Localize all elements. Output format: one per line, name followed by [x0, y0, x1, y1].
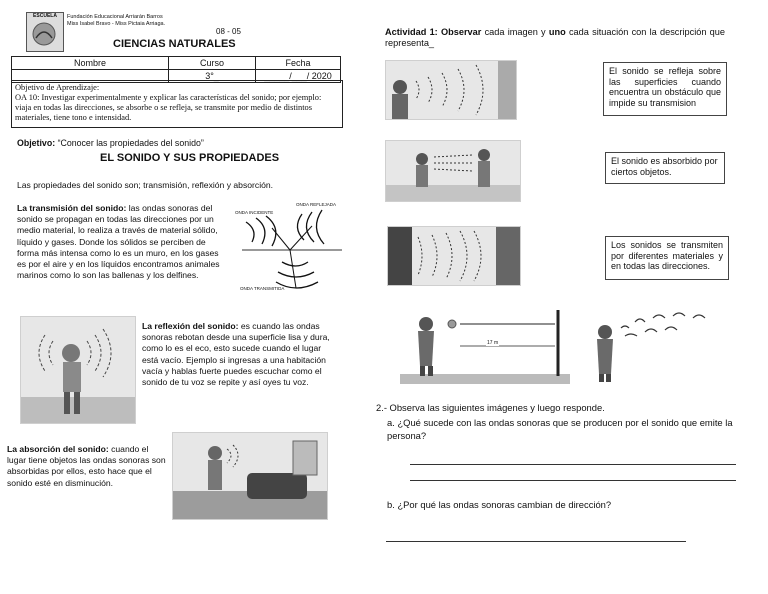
activity1-part2: cada situación con la descripción que representa_: [385, 27, 726, 48]
wave-diagram: [232, 200, 346, 300]
absorption-label: La absorción del sonido:: [7, 444, 109, 454]
document-code: 08 - 05: [216, 27, 241, 36]
description-box-transmission[interactable]: Los sonidos se transmiten por diferentes materiales y en todas las direcciones.: [605, 236, 729, 280]
child-speaking-echo-icon: [21, 317, 135, 423]
date-field[interactable]: _____/___/ 2020: [256, 70, 341, 83]
logo-text: ESCUELA: [33, 13, 57, 19]
activity-image-transmission: [387, 226, 521, 286]
description-box-reflection[interactable]: El sonido se refleja sobre las superficies cuando encuentra un obstáculo que impide su transmision: [603, 62, 727, 116]
room-furniture-absorption-icon: [173, 433, 327, 519]
date-header: Fecha: [256, 57, 341, 70]
course-header: Curso: [169, 57, 256, 70]
name-header: Nombre: [12, 57, 169, 70]
reflection-image: [20, 316, 136, 424]
subject-title: CIENCIAS NATURALES: [113, 38, 236, 50]
absorption-paragraph: [7, 444, 167, 489]
echo-distance-scene: [400, 306, 570, 384]
activity1-part1: cada imagen y: [481, 27, 549, 37]
school-logo: [26, 12, 64, 52]
school-line-1: Fundación Educacional Arriarán Barros: [67, 14, 163, 20]
answer-b-line[interactable]: [386, 541, 686, 542]
person-shouting-wall-icon: [400, 306, 570, 384]
waves-scene: [585, 312, 735, 384]
activity1-instruction: [385, 27, 725, 49]
reflection-label: La reflexión del sonido:: [142, 321, 239, 331]
question-a-text: ¿Qué sucede con las ondas sonoras que se producen por el sonido que emite la persona?: [387, 417, 733, 441]
section2-title: 2.- Observa las siguientes imágenes y luego responde.: [376, 402, 605, 413]
activity-image-absorption: [385, 140, 521, 202]
description-box-absorption[interactable]: El sonido es absorbido por ciertos objetos.: [605, 152, 725, 184]
activity1-verb-observe: Observar: [440, 27, 482, 37]
incident-wave-label: ONDA INCIDENTE: [235, 210, 274, 215]
logo-emblem-icon: [27, 20, 61, 48]
reflection-text: es cuando las ondas sonoras rebotan desde una superficie lisa y dura, como lo es el eco, esto sucede cuando el lugar está vacío. Ejemplo si ingresas a una habitación vacía y hablas fuerte puedes escuchar como el sonido de tu voz se repite y así oyes tu voz.: [142, 321, 330, 388]
main-title: EL SONIDO Y SUS PROPIEDADES: [100, 152, 280, 164]
question-b: [387, 499, 611, 510]
activity-image-reflection: [385, 60, 517, 120]
absorption-text: cuando el lugar tiene objetos las ondas sonoras son absorbidas por ellos, esto hace que el sonido esté en disminución.: [7, 444, 166, 488]
learning-objective-text: OA 10: Investigar experimentalmente y explicar las características del sonido; por ejemplo: viaja en todas las direcciones, se absorbe o se refleja, se transmite por medio de distintos materiales, tiene tono e intensidad.: [15, 93, 322, 122]
question-a-prefix: a.: [387, 417, 395, 428]
person-wall-reflection-icon: [386, 61, 516, 119]
answer-a-line-2[interactable]: [410, 480, 736, 481]
transmission-label: La transmisión del sonido:: [17, 203, 127, 213]
transmitted-wave-label: ONDA TRANSMITIDA: [240, 286, 285, 291]
question-a: [387, 417, 742, 442]
transmission-paragraph: [17, 203, 229, 281]
transmission-text: las ondas sonoras del sonido se propagan en todas las direcciones por un medio material, lo realiza a través de material sólido, líquido y gases. Donde los sólidos se perciben de forma más intensa como lo es un muro, en los gases es por el aire y en los líquidos encontramos animales marinos como lo son las ballenas y los delfines.: [17, 203, 220, 281]
activity1-verb-join: uno: [548, 27, 566, 37]
wall-transmission-icon: [388, 227, 520, 285]
question-b-prefix: b.: [387, 499, 395, 510]
course-field[interactable]: 3°_: [169, 70, 256, 83]
learning-objective-label: Objetivo de Aprendizaje:: [15, 83, 100, 92]
reflected-wave-label: ONDA REFLEJADA: [296, 202, 337, 207]
objective-text: “Conocer las propiedades del sonido”: [55, 138, 204, 148]
school-name: [67, 14, 165, 28]
objective-line: [17, 138, 204, 148]
answer-a-line-1[interactable]: [410, 464, 736, 465]
intro-text: Las propiedades del sonido son; transmisión, reflexión y absorción.: [17, 180, 274, 190]
wave-lines-icon: [232, 200, 346, 300]
absorption-image: [172, 432, 328, 520]
objective-label: Objetivo:: [17, 138, 56, 148]
distance-label: 17 m: [487, 340, 499, 346]
person-sound-waves-icon: [585, 312, 735, 384]
learning-objective-box: [11, 80, 343, 128]
two-children-talking-icon: [386, 141, 520, 201]
activity1-label: Actividad 1:: [385, 27, 438, 37]
student-info-table: [11, 56, 341, 83]
reflection-paragraph: [142, 321, 338, 388]
question-b-text: ¿Por qué las ondas sonoras cambian de dirección?: [397, 499, 612, 510]
school-line-2: Miss Isabel Bravo - Miss Pictaia Arriaga.: [67, 21, 166, 27]
